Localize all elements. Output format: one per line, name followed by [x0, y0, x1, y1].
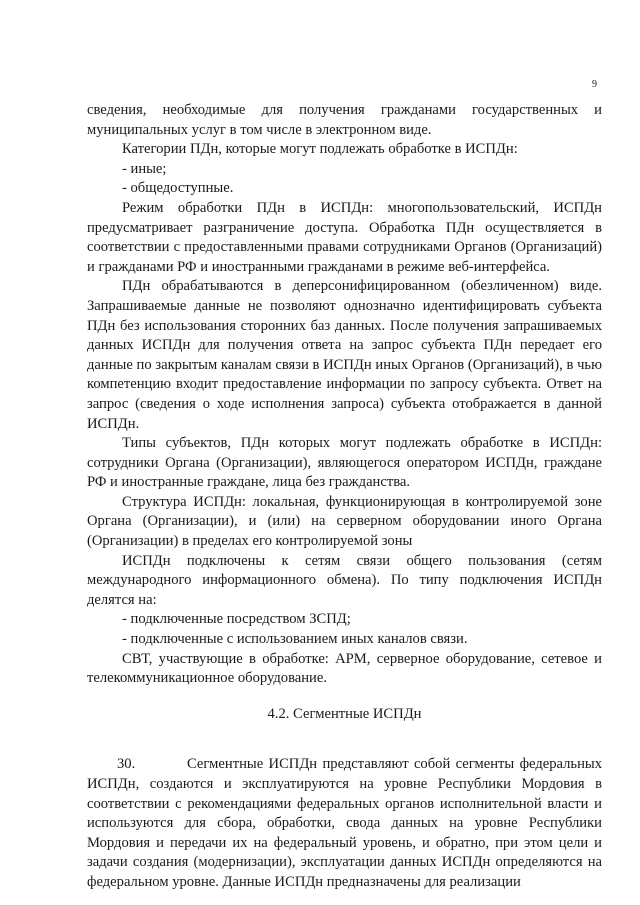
list-item: - подключенные с использованием иных каналов связи. [122, 631, 468, 648]
section-heading: 4.2. Сегментные ИСПДн [267, 705, 422, 722]
section-number: 30. [117, 756, 136, 773]
paragraph: ПДн обрабатываются в деперсонифицированном (обезличенном) виде. Запрашиваемые данные не позволяют однозначно идентифицировать субъекта ПДн без использования сторонних баз данных. После получения запрашиваемых данных ИСПДн для получения ответа на запрос субъекта ПДн передает его данные по закрытым каналам связи в ИСПДн иных Органов (Организаций), в чью компетенцию входит предоставление информации по запросу субъекта. Ответ на запрос (сведения о ходе исполнения запроса) субъекта отображается в данной ИСПДн. [87, 278, 602, 432]
paragraph: Категории ПДн, которые могут подлежать обработке в ИСПДн: [122, 141, 518, 158]
section-30-paragraph [87, 755, 602, 892]
page-number: 9 [592, 79, 597, 90]
list-item: - подключенные посредством ЗСПД; [122, 611, 351, 628]
section-30-text: Сегментные ИСПДн представляют собой сегменты федеральных ИСПДн, создаются и эксплуатируются на уровне Республики Мордовия в соответствии с рекомендациями федеральных органов исполнительной власти и используются для сбора, обработки, свода данных на уровне Республики Мордовия и передачи их на федеральный уровень, и обратно, при этом цели и задачи создания (модернизации), эксплуатации данных ИСПДн определяются на федеральном уровне. Данные ИСПДн предназначены для реализации [87, 756, 602, 890]
paragraph: СВТ, участвующие в обработке: АРМ, серверное оборудование, сетевое и телекоммуникационное оборудование. [87, 650, 602, 687]
document-body [87, 101, 602, 893]
paragraph: Типы субъектов, ПДн которых могут подлежать обработке в ИСПДн: сотрудники Органа (Организации), являющегося оператором ИСПДн, граждане РФ и иностранные граждане, лица без гражданства. [87, 435, 602, 491]
paragraph: Режим обработки ПДн в ИСПДн: многопользовательский, ИСПДн предусматривает разграничение доступа. Обработка ПДн осуществляется в соответствии с предоставленными правами сотрудниками Органов (Организаций) и гражданами РФ и иностранными гражданами в режиме веб-интерфейса. [87, 199, 602, 275]
paragraph: Структура ИСПДн: локальная, функционирующая в контролируемой зоне Органа (Организации), и (или) на серверном оборудовании иного Органа (Организации) в пределах его контролируемой зоны [87, 493, 602, 550]
paragraph: ИСПДн подключены к сетям связи общего пользования (сетям международного информационного обмена). По типу подключения ИСПДн делятся на: [87, 552, 602, 608]
list-item: - иные; [122, 160, 167, 177]
list-item: - общедоступные. [122, 180, 234, 197]
paragraph: сведения, необходимые для получения гражданами государственных и муниципальных услуг в том числе в электронном виде. [87, 102, 602, 138]
